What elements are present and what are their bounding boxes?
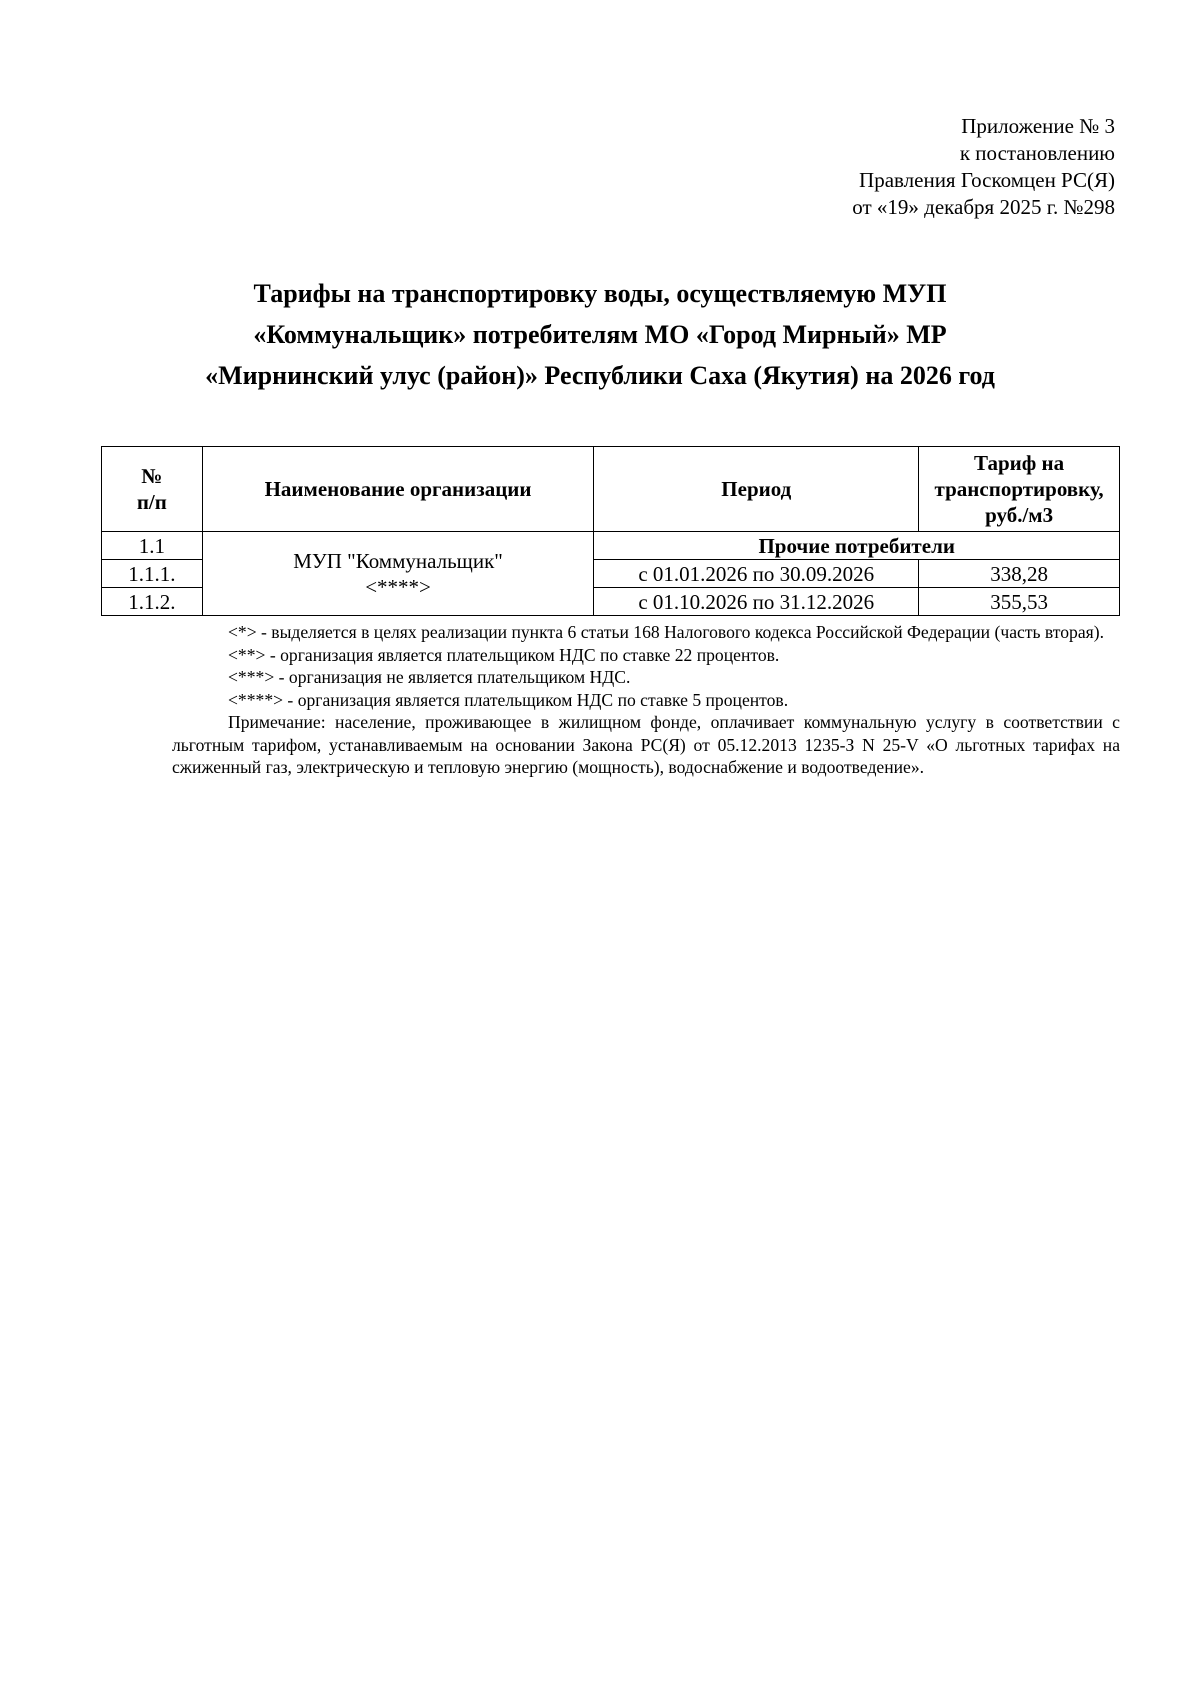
- organization-name: МУП "Коммунальщик": [293, 548, 503, 573]
- footnotes: [172, 621, 1120, 779]
- group-number: 1.1: [102, 532, 203, 560]
- header-tariff-line-1: Тариф на: [973, 451, 1065, 475]
- title-line-1: Тарифы на транспортировку воды, осуществляемую МУП: [253, 279, 947, 308]
- document-title: [100, 273, 1100, 396]
- appendix-number: Приложение № 3: [961, 114, 1115, 138]
- title-line-3: «Мирнинский улус (район)» Республики Саха (Якутия) на 2026 год: [205, 361, 995, 390]
- header-tariff-line-3: руб./м3: [985, 503, 1054, 527]
- row-period: с 01.01.2026 по 30.09.2026: [594, 560, 919, 588]
- title-line-2: «Коммунальщик» потребителям МО «Город Мирный» МР: [253, 320, 947, 349]
- header-organization: Наименование организации: [202, 447, 594, 532]
- header-number-label: п/п: [136, 490, 167, 514]
- header-period: Период: [594, 447, 919, 532]
- header-number: [102, 447, 203, 532]
- footnote-1: <*> - выделяется в целях реализации пункта 6 статьи 168 Налогового кодекса Российской Федерации (часть вторая).: [228, 622, 1105, 642]
- appendix-date: от «19» декабря 2025 г. №298: [852, 195, 1115, 219]
- row-tariff: 338,28: [919, 560, 1120, 588]
- tariff-table: [101, 446, 1120, 616]
- row-number: 1.1.2.: [102, 588, 203, 616]
- table-header-row: [102, 447, 1120, 532]
- organization-footnote-mark: <****>: [365, 574, 431, 599]
- appendix-header: [852, 113, 1115, 221]
- table-row: [102, 532, 1120, 560]
- row-period: с 01.10.2026 по 31.12.2026: [594, 588, 919, 616]
- header-tariff-line-2: транспортировку,: [934, 477, 1104, 501]
- group-label: Прочие потребители: [594, 532, 1120, 560]
- footnote-2: <**> - организация является плательщиком НДС по ставке 22 процентов.: [228, 644, 780, 665]
- footnote-4: <****> - организация является плательщиком НДС по ставке 5 процентов.: [228, 689, 789, 710]
- header-tariff: [919, 447, 1120, 532]
- organization-cell: [202, 532, 594, 616]
- footnote-3: <***> - организация не является плательщиком НДС.: [228, 667, 631, 687]
- appendix-reference: к постановлению: [959, 141, 1115, 165]
- note-remark: Примечание: население, проживающее в жилищном фонде, оплачивает коммунальную услугу в соответствии с льготным тарифом, устанавливаемым на основании Закона РС(Я) от 05.12.2013 1235-З N 25-V «О льготных тарифах на сжиженный газ, электрическую и тепловую энергию (мощность), водоснабжение и водоотведение».: [172, 712, 1120, 777]
- header-number-symbol: №: [141, 464, 163, 488]
- row-number: 1.1.1.: [102, 560, 203, 588]
- row-tariff: 355,53: [919, 588, 1120, 616]
- appendix-authority: Правления Госкомцен РС(Я): [859, 168, 1115, 192]
